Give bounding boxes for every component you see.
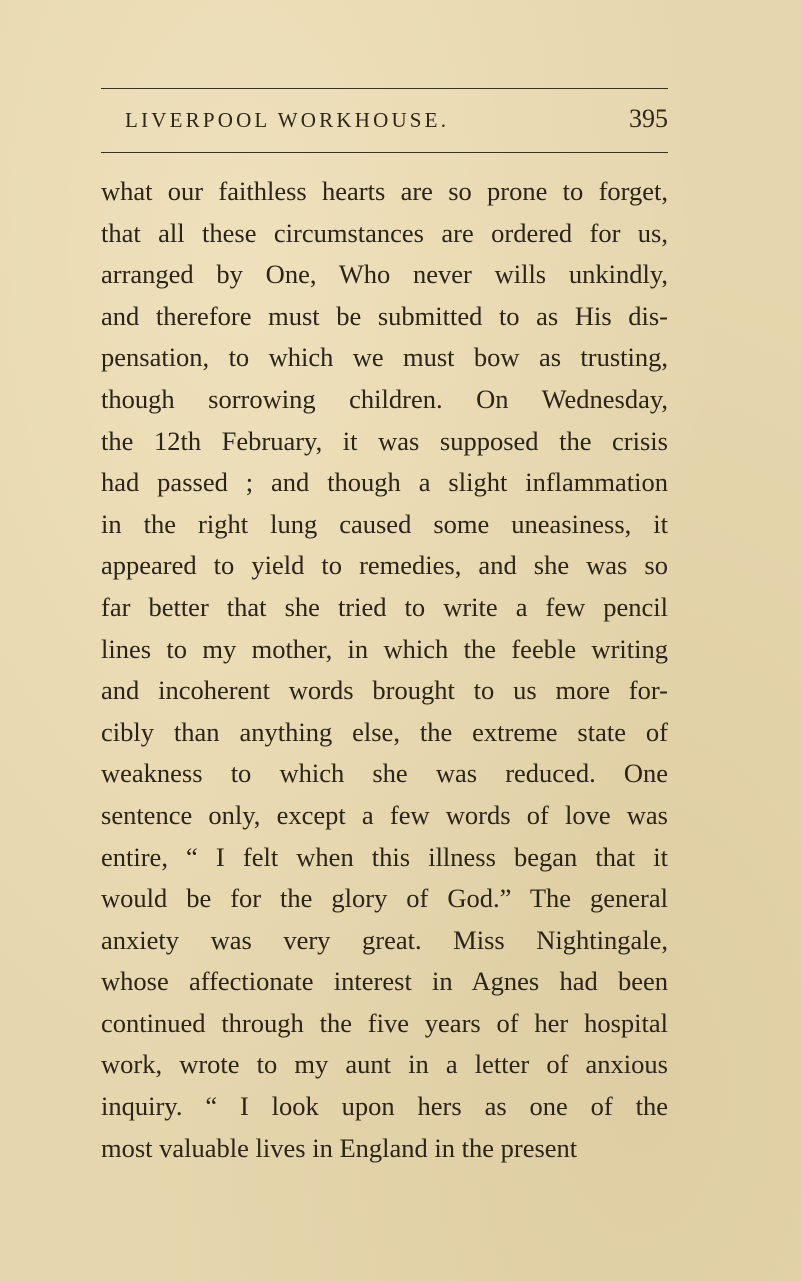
header-bottom-rule <box>101 152 668 153</box>
text-line: arranged by One, Who never wills unkindly, <box>101 259 668 290</box>
text-line: appeared to yield to remedies, and she was so <box>101 550 668 581</box>
text-line: far better that she tried to write a few pencil <box>101 591 668 622</box>
text-line: inquiry. “ I look upon hers as one of the <box>101 1091 668 1122</box>
text-line: entire, “ I felt when this illness began that it <box>101 841 668 872</box>
text-line: lines to my mother, in which the feeble writing <box>101 633 668 664</box>
text-line: the 12th February, it was supposed the crisis <box>101 425 668 456</box>
text-line: what our faithless hearts are so prone to forget, <box>101 176 668 206</box>
header-top-rule <box>101 88 668 89</box>
text-line: that all these circumstances are ordered for us, <box>101 217 668 248</box>
text-line: work, wrote to my aunt in a letter of anxious <box>101 1049 668 1080</box>
text-line: and incoherent words brought to us more for- <box>101 675 668 706</box>
text-line: whose affectionate interest in Agnes had been <box>101 966 668 997</box>
page-number: 395 <box>629 104 668 133</box>
body-text <box>101 171 668 1169</box>
text-line: in the right lung caused some uneasiness, it <box>101 508 668 539</box>
text-line: continued through the five years of her hospital <box>101 1007 668 1038</box>
text-line: pensation, to which we must bow as trusting, <box>101 342 668 373</box>
text-line: anxiety was very great. Miss Nightingale, <box>101 924 668 955</box>
running-head <box>101 104 668 138</box>
text-line: would be for the glory of God.” The general <box>101 883 668 914</box>
text-line: had passed ; and though a slight inflammation <box>101 467 668 498</box>
text-line: most valuable lives in England in the present <box>101 1132 578 1163</box>
text-line: cibly than anything else, the extreme state of <box>101 716 668 747</box>
text-line: sentence only, except a few words of love was <box>101 799 668 830</box>
text-line: though sorrowing children. On Wednesday, <box>101 383 668 414</box>
running-title: LIVERPOOL WORKHOUSE. <box>125 108 450 132</box>
text-line: weakness to which she was reduced. One <box>101 758 668 789</box>
text-line: and therefore must be submitted to as His dis- <box>101 300 668 331</box>
